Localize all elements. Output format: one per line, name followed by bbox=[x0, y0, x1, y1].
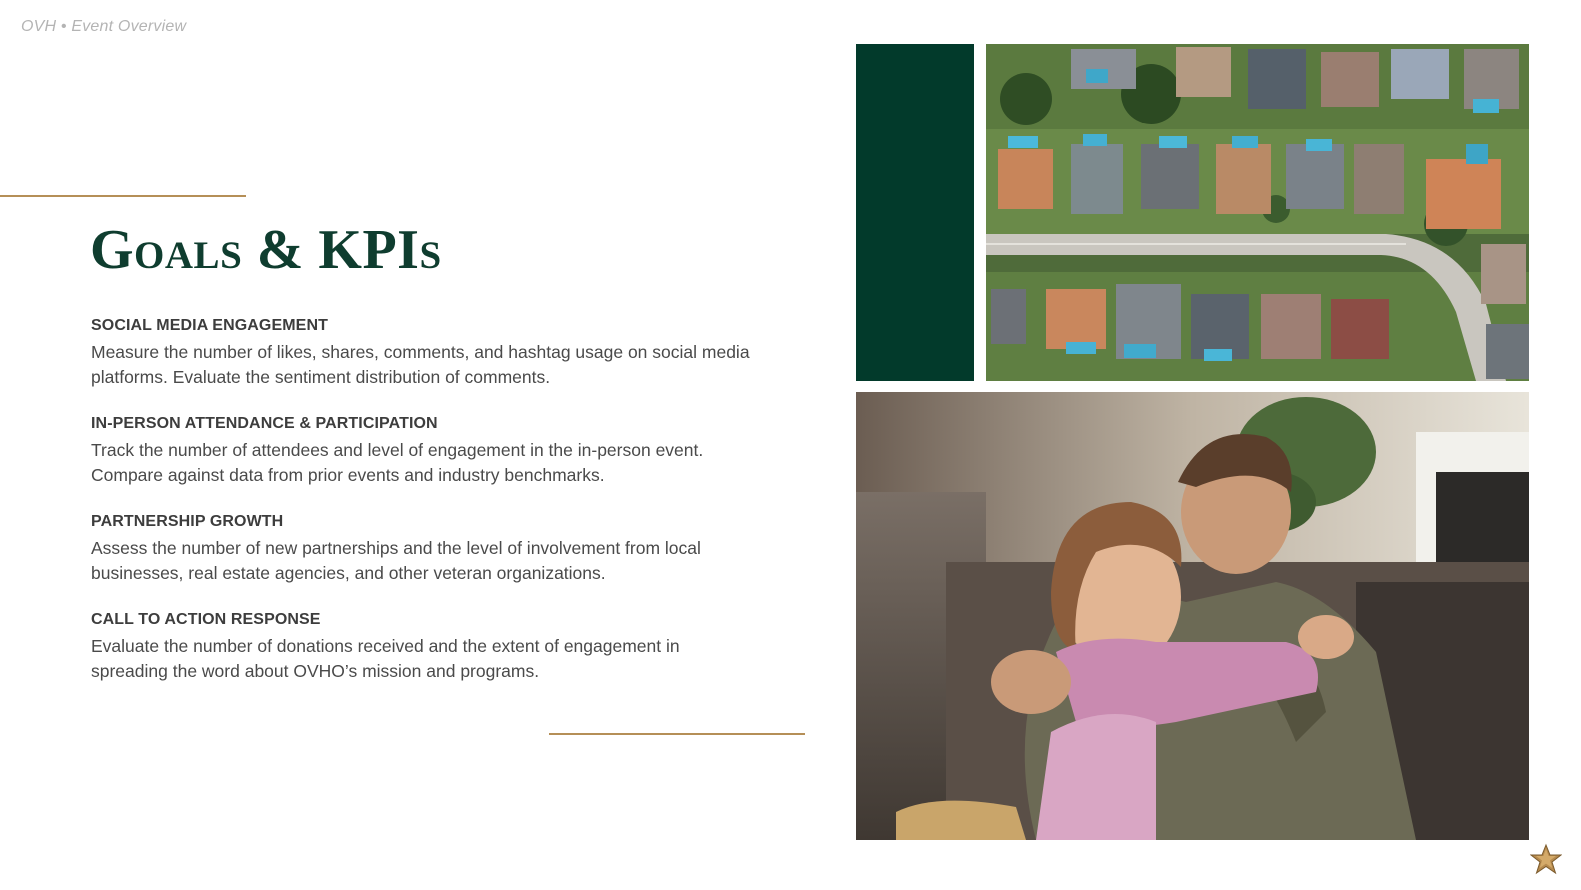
star-icon bbox=[1530, 843, 1562, 875]
kpi-description: Measure the number of likes, shares, comments, and hashtag usage on social media platforms. Evaluate the sentiment distribution of comments. bbox=[91, 342, 750, 387]
kpi-item bbox=[91, 316, 751, 390]
brand-color-block bbox=[856, 44, 974, 381]
kpi-heading: CALL TO ACTION RESPONSE bbox=[91, 611, 321, 628]
page-title: Goals & KPIs bbox=[90, 219, 442, 281]
kpi-item bbox=[91, 414, 751, 488]
kpi-description: Track the number of attendees and level of engagement in the in-person event. Compare against data from prior events and industry benchmarks. bbox=[91, 440, 704, 485]
kpi-item bbox=[91, 610, 751, 684]
veteran-family-photo bbox=[856, 392, 1529, 840]
decorative-rule-top bbox=[0, 195, 246, 197]
kpi-heading: PARTNERSHIP GROWTH bbox=[91, 513, 284, 530]
kpi-heading: IN-PERSON ATTENDANCE & PARTICIPATION bbox=[91, 415, 438, 432]
decorative-rule-bottom bbox=[549, 733, 805, 735]
kpi-description: Assess the number of new partnerships and the level of involvement from local businesses, real estate agencies, and other veteran organizations. bbox=[91, 538, 701, 583]
aerial-neighborhood-photo bbox=[986, 44, 1529, 381]
header-label: OVH • Event Overview bbox=[21, 18, 187, 35]
kpi-heading: SOCIAL MEDIA ENGAGEMENT bbox=[91, 317, 328, 334]
kpi-item bbox=[91, 512, 751, 586]
kpi-list bbox=[91, 316, 751, 708]
kpi-description: Evaluate the number of donations received and the extent of engagement in spreading the word about OVHO’s mission and programs. bbox=[91, 636, 680, 681]
